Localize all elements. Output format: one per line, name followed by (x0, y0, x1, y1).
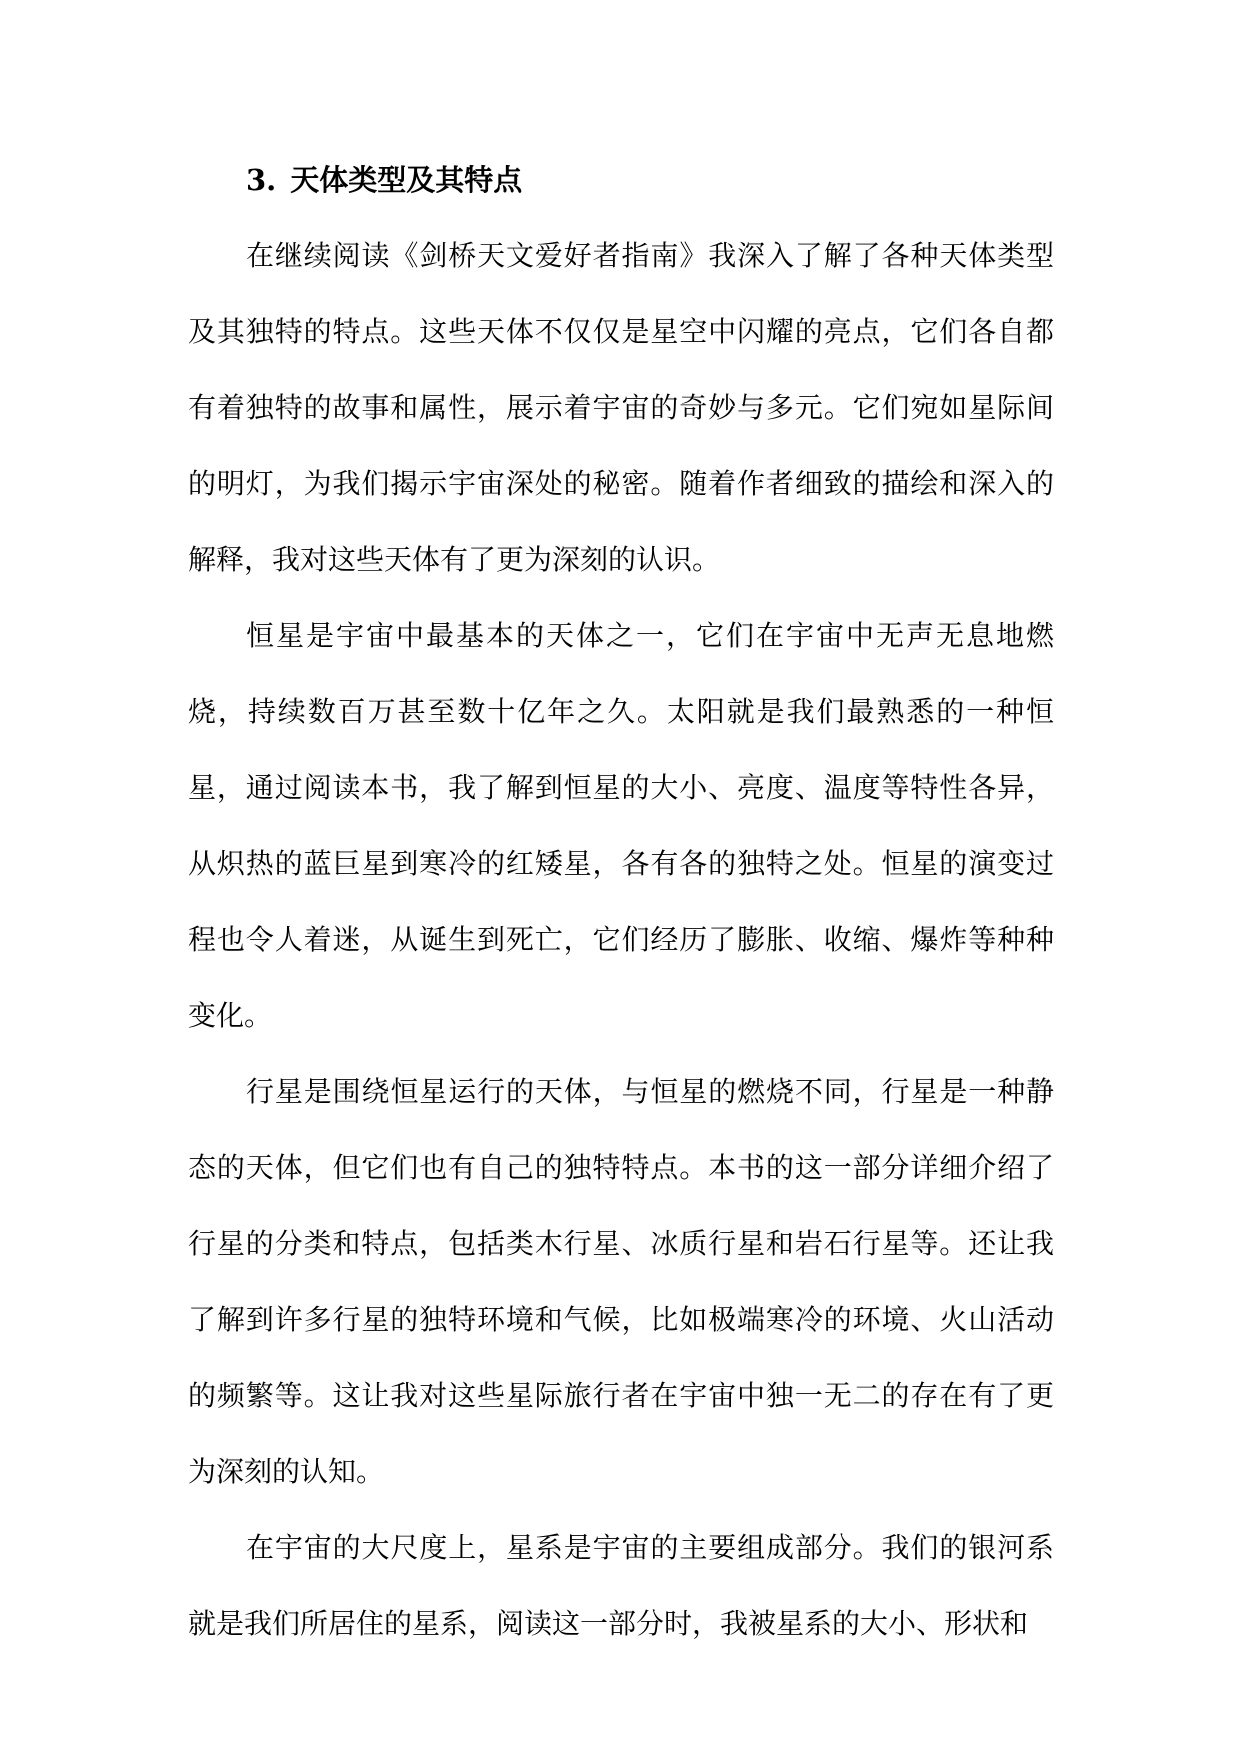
paragraph-stars: 恒星是宇宙中最基本的天体之一，它们在宇宙中无声无息地燃烧，持续数百万甚至数十亿年之久。太阳就是我们最熟悉的一种恒星，通过阅读本书，我了解到恒星的大小、亮度、温度等特性各异，从炽热的蓝巨星到寒冷的红矮星，各有各的独特之处。恒星的演变过程也令人着迷，从诞生到死亡，它们经历了膨胀、收缩、爆炸等种种变化。 (188, 619, 1054, 1032)
paragraph-intro: 在继续阅读《剑桥天文爱好者指南》我深入了解了各种天体类型及其独特的特点。这些天体不仅仅是星空中闪耀的亮点，它们各自都有着独特的故事和属性，展示着宇宙的奇妙与多元。它们宛如星际间的明灯，为我们揭示宇宙深处的秘密。随着作者细致的描绘和深入的解释，我对这些天体有了更为深刻的认识。 (188, 239, 1054, 576)
section-heading (188, 142, 1054, 218)
paragraph-planets: 行星是围绕恒星运行的天体，与恒星的燃烧不同，行星是一种静态的天体，但它们也有自己的独特特点。本书的这一部分详细介绍了行星的分类和特点，包括类木行星、冰质行星和岩石行星等。还让我了解到许多行星的独特环境和气候，比如极端寒冷的环境、火山活动的频繁等。这让我对这些星际旅行者在宇宙中独一无二的存在有了更为深刻的认知。 (188, 1075, 1054, 1488)
section-number: 3. (246, 163, 277, 197)
paragraph-galaxies: 在宇宙的大尺度上，星系是宇宙的主要组成部分。我们的银河系就是我们所居住的星系，阅读这一部分时，我被星系的大小、形状和 (188, 1531, 1054, 1640)
document-body (188, 142, 1054, 1662)
section-title: 天体类型及其特点 (290, 163, 523, 197)
